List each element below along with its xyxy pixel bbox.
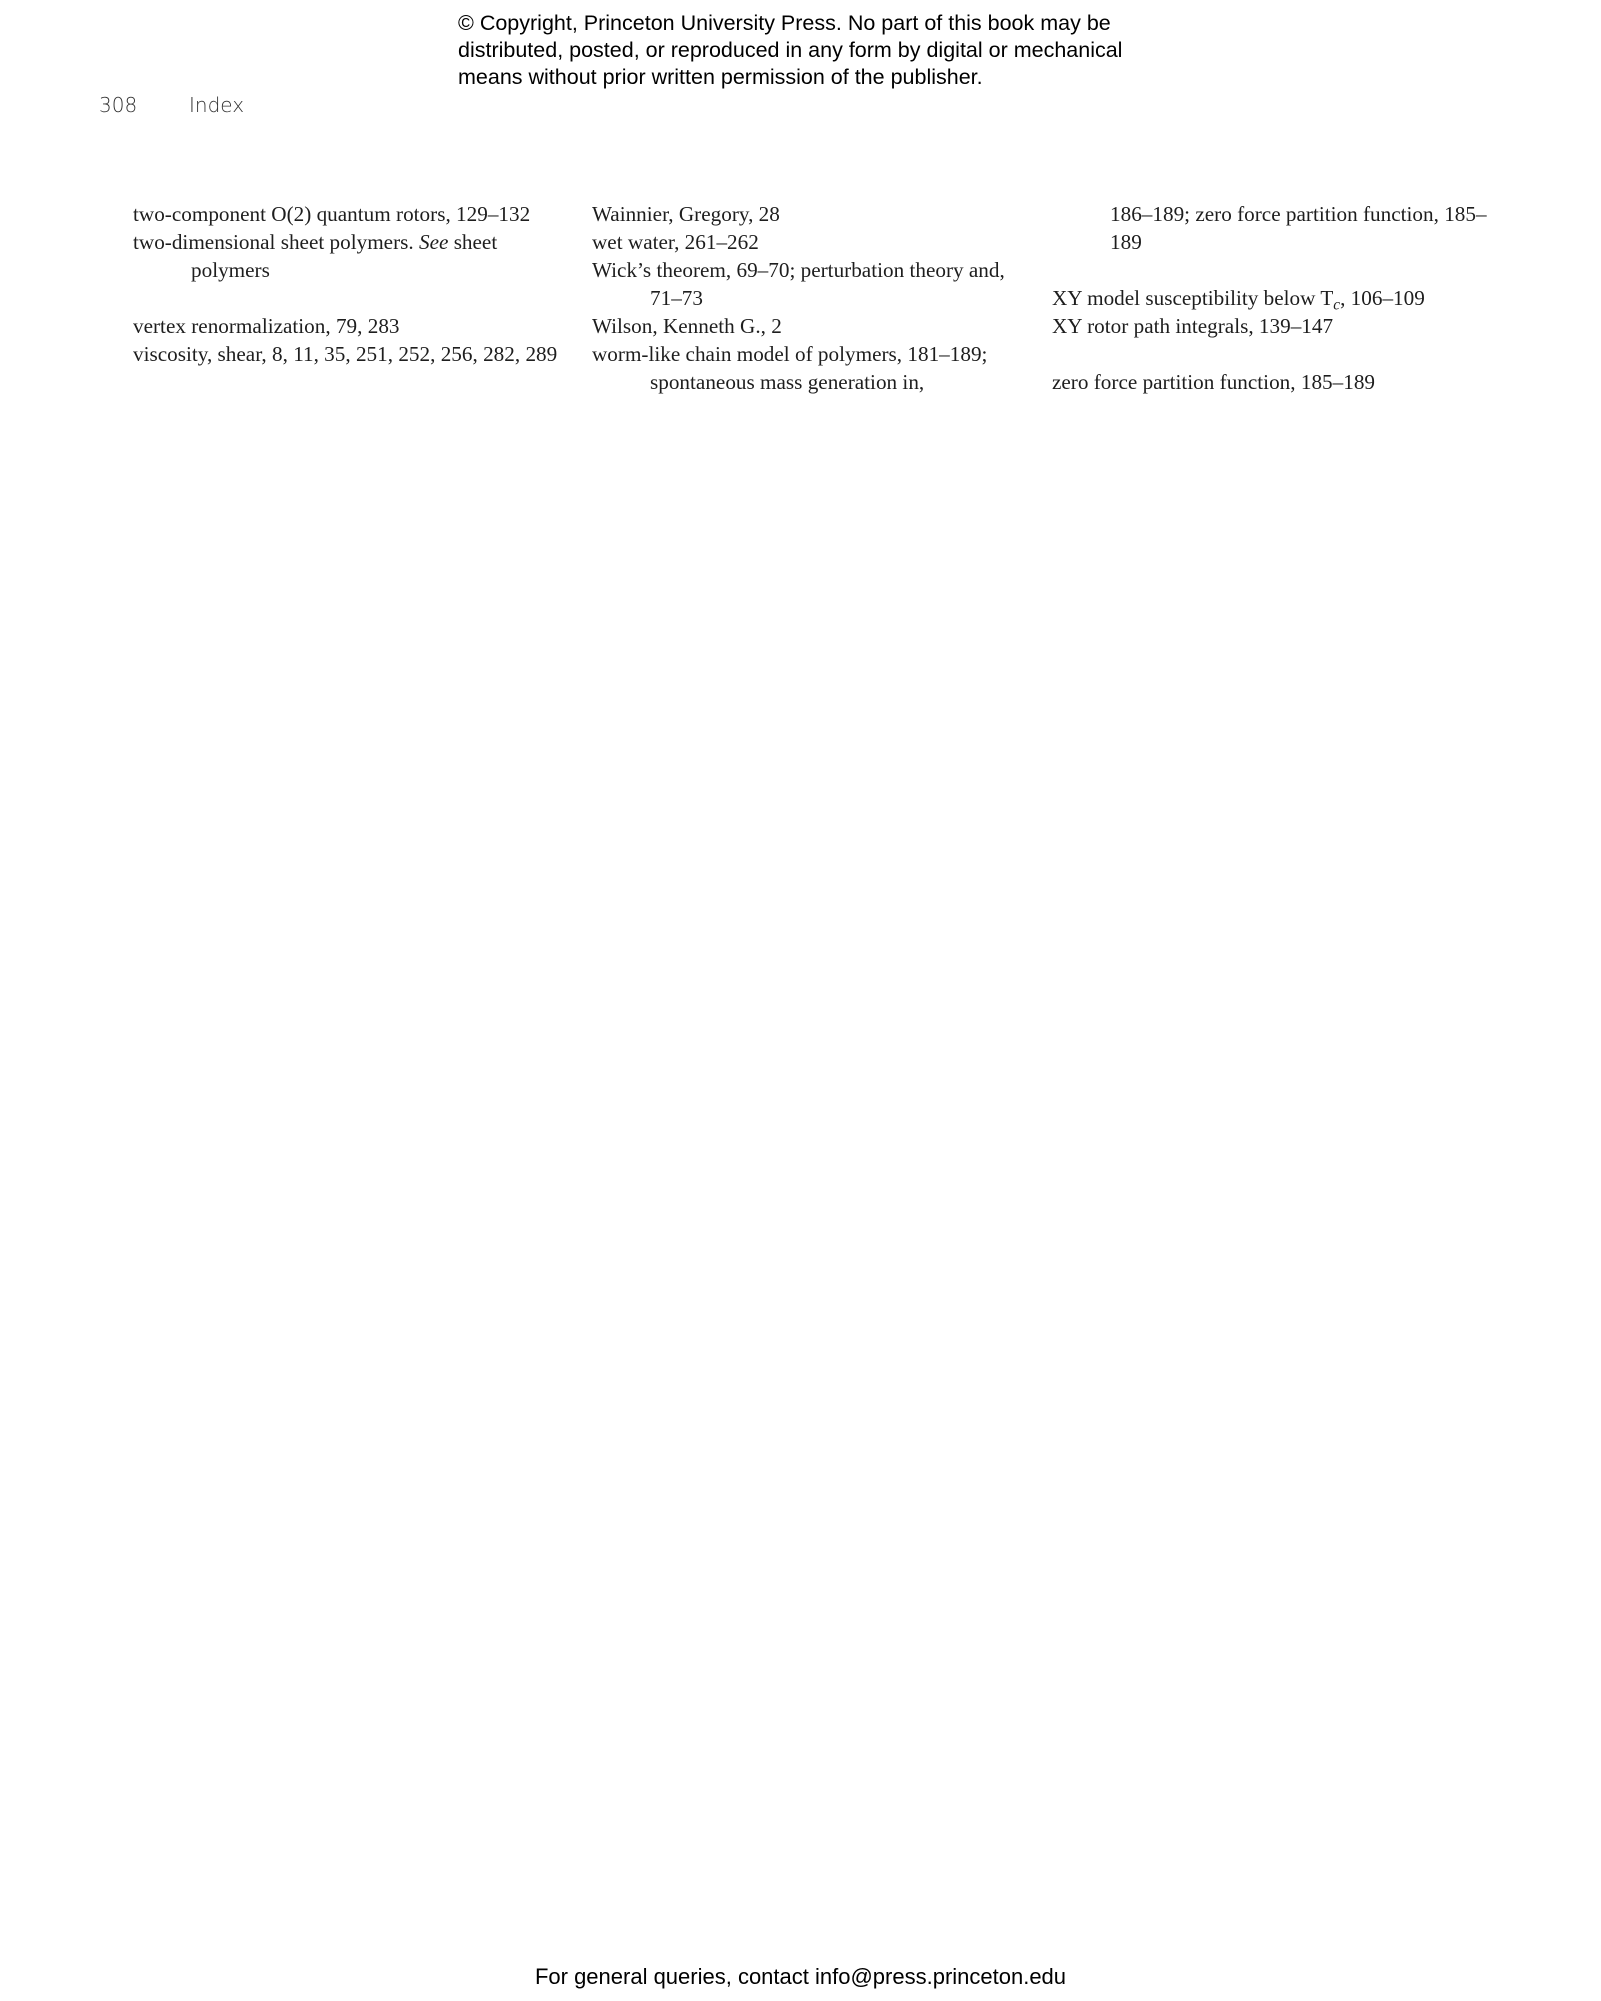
index-column-1 — [133, 200, 563, 368]
letter-group-gap — [1052, 340, 1492, 368]
copyright-notice: © Copyright, Princeton University Press. No part of this book may be distributed, posted, or reproduced in any form by digital or mechanical means without prior written permission of the publisher. — [458, 11, 1123, 89]
index-entry-text: , 106–109 — [1340, 286, 1425, 310]
index-column-3 — [1052, 200, 1492, 396]
index-column-2 — [592, 200, 1022, 396]
index-entry: viscosity, shear, 8, 11, 35, 251, 252, 256, 282, 289 — [133, 342, 558, 366]
footer-contact: For general queries, contact info@press.princeton.edu — [534, 1964, 1067, 1989]
index-entry-continuation: 186–189; zero force partition function, 185–189 — [1110, 202, 1487, 254]
running-head-section: Index — [189, 93, 245, 117]
index-entry-text: two-dimensional sheet polymers. — [133, 230, 419, 254]
index-entry — [133, 228, 563, 284]
index-entry: Wainnier, Gregory, 28 — [592, 202, 780, 226]
index-entry: Wick’s theorem, 69–70; perturbation theory and, 71–73 — [592, 258, 1005, 310]
index-entry: worm-like chain model of polymers, 181–189; spontaneous mass generation in, — [592, 342, 988, 394]
index-entry: two-component O(2) quantum rotors, 129–132 — [133, 202, 531, 226]
index-entry: zero force partition function, 185–189 — [1052, 370, 1376, 394]
index-entry — [1052, 284, 1492, 312]
index-entry-text: sheet polymers — [191, 230, 498, 282]
letter-group-gap — [1052, 256, 1492, 284]
index-entry: XY rotor path integrals, 139–147 — [1052, 314, 1334, 338]
index-entry: wet water, 261–262 — [592, 230, 759, 254]
index-entry: Wilson, Kenneth G., 2 — [592, 314, 782, 338]
index-entry-text: XY model susceptibility below T — [1052, 286, 1334, 310]
index-entry: vertex renormalization, 79, 283 — [133, 314, 400, 338]
page-number: 308 — [99, 93, 138, 117]
letter-group-gap — [133, 284, 563, 312]
see-reference: See — [418, 230, 449, 254]
subscript: c — [1333, 296, 1341, 314]
